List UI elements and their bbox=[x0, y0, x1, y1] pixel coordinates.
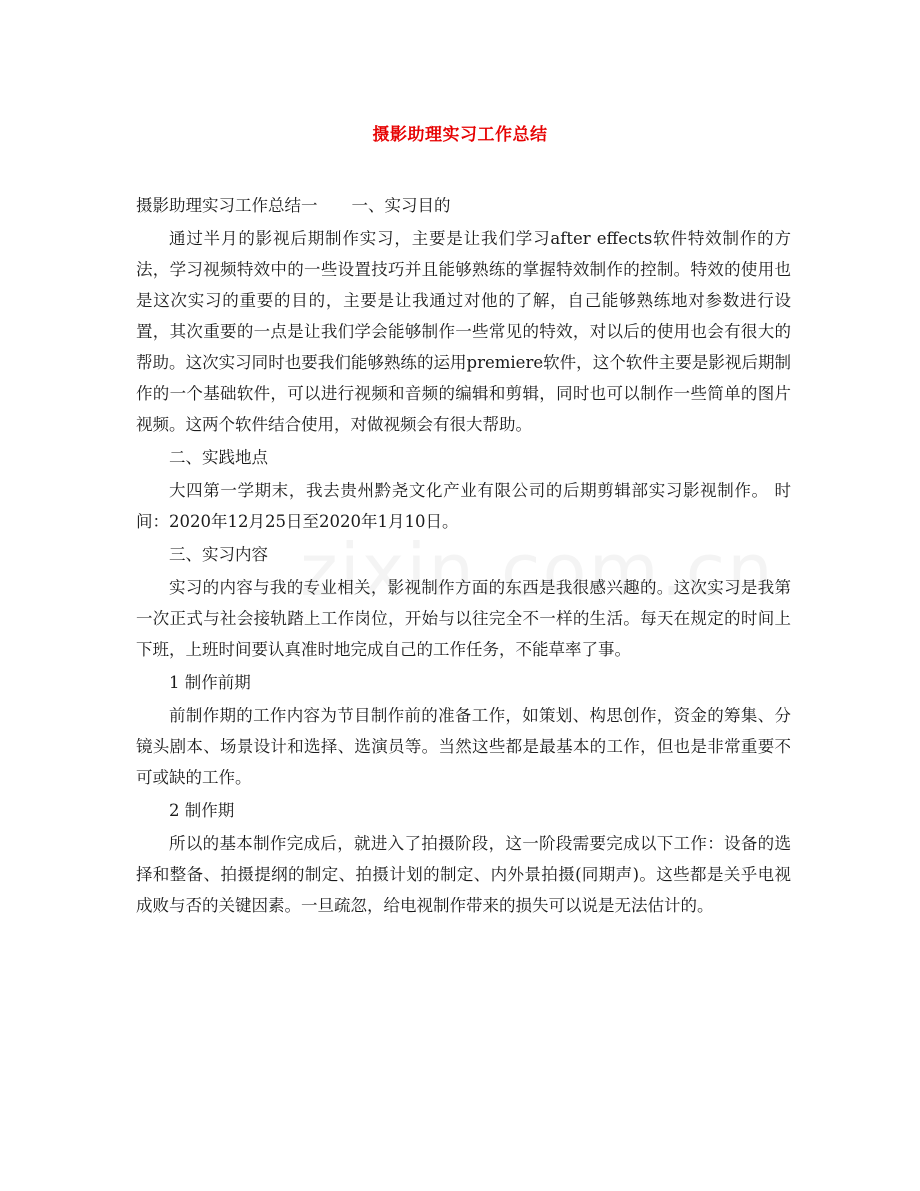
lead-line bbox=[136, 190, 791, 221]
paragraph-content: 实习的内容与我的专业相关，影视制作方面的东西是我很感兴趣的。这次实习是我第一次正式与社会接轨踏上工作岗位，开始与以往完全不一样的生活。每天在规定的时间上下班，上班时间要认真准时地完成自己的工作任务，不能草率了事。 bbox=[136, 578, 791, 659]
document-body bbox=[136, 190, 791, 923]
paragraph-preproduction: 前制作期的工作内容为节目制作前的准备工作，如策划、构思创作，资金的筹集、分镜头剧本、场景设计和选择、选演员等。当然这些都是最基本的工作，但也是非常重要不可或缺的工作。 bbox=[136, 706, 791, 787]
subheading-production: 2 制作期 bbox=[169, 801, 235, 820]
paragraph-production: 所以的基本制作完成后，就进入了拍摄阶段，这一阶段需要完成以下工作：设备的选择和整备、拍摄提纲的制定、拍摄计划的制定、内外景拍摄(同期声)。这些都是关乎电视成败与否的关键因素。一旦疏忽，给电视制作带来的损失可以说是无法估计的。 bbox=[136, 834, 791, 915]
paragraph-location: 大四第一学期末，我去贵州黔尧文化产业有限公司的后期剪辑部实习影视制作。 时间：2020年12月25日至2020年1月10日。 bbox=[136, 481, 791, 531]
subheading-preproduction: 1 制作前期 bbox=[169, 673, 251, 692]
lead-title: 摄影助理实习工作总结一 bbox=[136, 196, 318, 215]
section-heading-content: 三、实习内容 bbox=[169, 545, 268, 564]
section-heading-location: 二、实践地点 bbox=[169, 448, 268, 467]
paragraph-purpose: 通过半月的影视后期制作实习，主要是让我们学习after effects软件特效制作的方法，学习视频特效中的一些设置技巧并且能够熟练的掌握特效制作的控制。特效的使用也是这次实习的重要的目的，主要是让我通过对他的了解，自己能够熟练地对参数进行设置，其次重要的一点是让我们学会能够制作一些常见的特效，对以后的使用也会有很大的帮助。这次实习同时也要我们能够熟练的运用premiere软件，这个软件主要是影视后期制作的一个基础软件，可以进行视频和音频的编辑和剪辑，同时也可以制作一些简单的图片视频。这两个软件结合使用，对做视频会有很大帮助。 bbox=[136, 229, 791, 434]
section-heading-purpose: 一、实习目的 bbox=[351, 196, 451, 215]
document-title: 摄影助理实习工作总结 bbox=[372, 125, 548, 145]
